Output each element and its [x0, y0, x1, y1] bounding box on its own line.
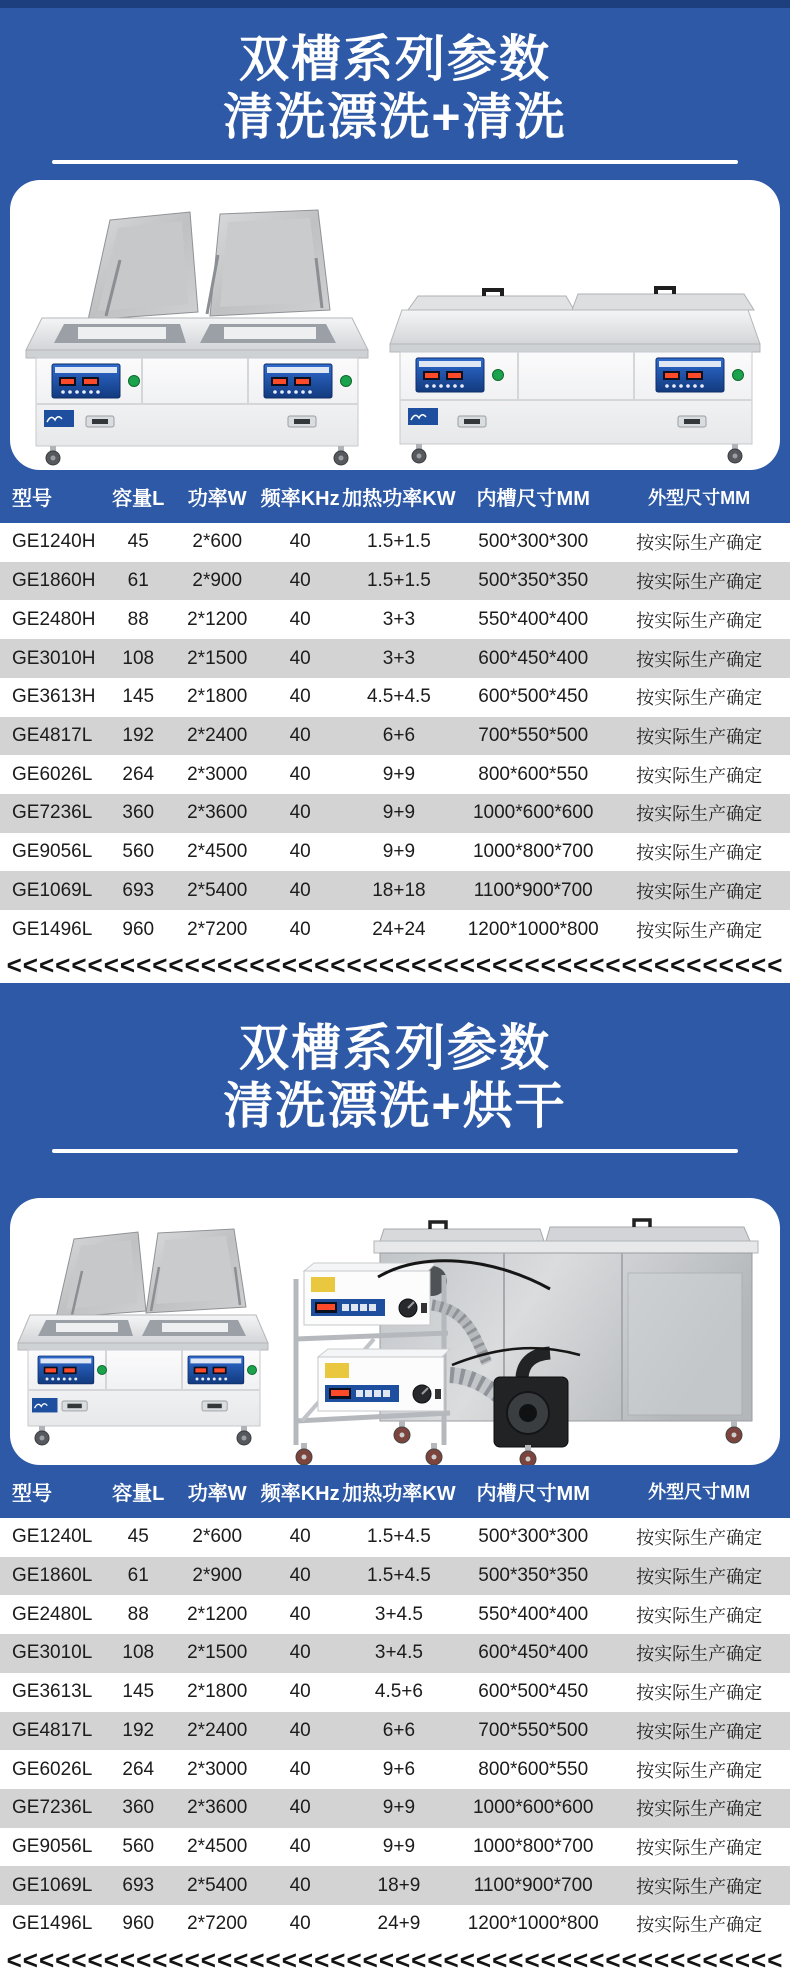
- cell-inner-tank-size: 1000*800*700: [472, 1836, 594, 1858]
- cell-outer-size: 按实际生产确定: [636, 1799, 763, 1820]
- caster-wheel: [35, 1426, 49, 1445]
- cell-frequency: 40: [289, 1913, 311, 1935]
- table-row: [0, 755, 790, 794]
- table-row: [0, 871, 790, 910]
- cell-frequency: 40: [289, 802, 311, 824]
- cell-model: GE9056L: [12, 841, 93, 863]
- section-header: [0, 8, 790, 180]
- cell-heating-power: 24+24: [372, 918, 426, 940]
- cell-inner-tank-size: 800*600*550: [478, 763, 589, 785]
- cell-model: GE7236L: [12, 1797, 93, 1819]
- cell-capacity: 61: [127, 1564, 149, 1586]
- table-row: [0, 1595, 790, 1634]
- chevron-separator: <<<<<<<<<<<<<<<<<<<<<<<<<<<<<<<<<<<<<<<<<<<<<<<<: [0, 1944, 790, 1970]
- cell-inner-tank-size: 500*350*350: [478, 570, 589, 592]
- cell-heating-power: 3+4.5: [374, 1642, 423, 1664]
- cell-model: GE4817L: [12, 724, 93, 746]
- photo-band: [0, 1198, 790, 1465]
- cell-capacity: 145: [122, 1681, 155, 1703]
- cell-model: GE6026L: [12, 1758, 93, 1780]
- cell-model: GE1069L: [12, 879, 93, 901]
- cell-frequency: 40: [289, 841, 311, 863]
- cell-inner-tank-size: 700*550*500: [478, 1719, 589, 1741]
- cell-outer-size: 按实际生产确定: [636, 804, 763, 825]
- tank-rim: [374, 1241, 758, 1253]
- cell-outer-size: 按实际生产确定: [636, 1683, 763, 1704]
- machines-illustration: [10, 1213, 780, 1465]
- cell-power: 2*3600: [187, 1797, 248, 1819]
- cell-capacity: 693: [122, 1874, 155, 1896]
- title-divider: [52, 160, 738, 164]
- brand-label: [408, 408, 438, 425]
- title-divider: [52, 1149, 738, 1153]
- cell-power: 2*900: [192, 570, 243, 592]
- cell-model: GE6026L: [12, 763, 93, 785]
- chevron-separator: <<<<<<<<<<<<<<<<<<<<<<<<<<<<<<<<<<<<<<<<<<<<<<<<: [0, 949, 790, 983]
- caster-wheel: [726, 1421, 742, 1443]
- cell-frequency: 40: [289, 1642, 311, 1664]
- cell-power: 2*5400: [187, 1874, 248, 1896]
- table-row: [0, 1866, 790, 1905]
- label-sticker: [325, 1363, 349, 1378]
- table-row: [0, 1634, 790, 1673]
- section-title-line1: 双槽系列参数: [239, 31, 551, 87]
- cell-outer-size: 按实际生产确定: [636, 1566, 763, 1587]
- cell-heating-power: 9+9: [382, 802, 416, 824]
- control-panel: [188, 1356, 244, 1384]
- cell-inner-tank-size: 700*550*500: [478, 724, 589, 746]
- brand-label: [32, 1398, 58, 1412]
- cell-heating-power: 4.5+4.5: [366, 686, 431, 708]
- drawer-handle: [202, 1401, 227, 1411]
- cell-power: 2*5400: [187, 879, 248, 901]
- cell-capacity: 88: [127, 1603, 149, 1625]
- cell-model: GE1860H: [12, 570, 96, 592]
- table-row: [0, 1905, 790, 1944]
- cell-heating-power: 3+3: [382, 647, 416, 669]
- cell-model: GE1496L: [12, 1913, 93, 1935]
- cell-outer-size: 按实际生产确定: [636, 572, 763, 593]
- cell-capacity: 264: [122, 763, 155, 785]
- cell-model: GE2480L: [12, 1603, 93, 1625]
- control-panel: [52, 364, 120, 398]
- cell-frequency: 40: [289, 1874, 311, 1896]
- control-panel: [38, 1356, 94, 1384]
- green-power-button: [248, 1365, 257, 1374]
- cell-model: GE4817L: [12, 1719, 93, 1741]
- drawer-handle: [458, 416, 486, 427]
- cell-frequency: 40: [289, 608, 311, 630]
- cell-power: 2*3600: [187, 802, 248, 824]
- green-power-button: [129, 376, 140, 387]
- drawer-handle: [62, 1401, 87, 1411]
- cell-heating-power: 1.5+4.5: [366, 1564, 431, 1586]
- table-row: [0, 910, 790, 949]
- cell-capacity: 960: [122, 1913, 155, 1935]
- cell-heating-power: 1.5+4.5: [366, 1526, 431, 1548]
- table-row: [0, 678, 790, 717]
- cell-outer-size: 按实际生产确定: [636, 688, 763, 709]
- cell-power: 2*600: [192, 1526, 243, 1548]
- table-row: [0, 523, 790, 562]
- control-panel: [656, 358, 724, 392]
- cell-frequency: 40: [289, 570, 311, 592]
- cell-frequency: 40: [289, 1836, 311, 1858]
- table-row: [0, 1673, 790, 1712]
- cell-frequency: 40: [289, 918, 311, 940]
- cell-outer-size: 按实际生产确定: [636, 726, 763, 747]
- spec-table-body: [0, 1518, 790, 1944]
- cell-inner-tank-size: 600*450*400: [478, 1642, 589, 1664]
- cell-capacity: 960: [122, 918, 155, 940]
- cell-model: GE3010H: [12, 647, 96, 669]
- deck: [390, 310, 760, 344]
- cell-outer-size: 按实际生产确定: [636, 610, 763, 631]
- cell-capacity: 560: [122, 1836, 155, 1858]
- cell-outer-size: 按实际生产确定: [636, 533, 763, 554]
- photo-band: [0, 180, 790, 470]
- table-row: [0, 1712, 790, 1751]
- cell-heating-power: 9+9: [382, 1836, 416, 1858]
- col-inner-tank-size: 内槽尺寸MM: [476, 1482, 590, 1505]
- cell-power: 2*600: [192, 531, 243, 553]
- cell-frequency: 40: [289, 1758, 311, 1780]
- section-title-line2: 清洗漂洗+烘干: [223, 1077, 567, 1134]
- cell-model: GE9056L: [12, 1836, 93, 1858]
- cell-power: 2*7200: [187, 1913, 248, 1935]
- col-outer-size: 外型尺寸MM: [648, 487, 751, 508]
- machine-closed-lids: [390, 288, 760, 463]
- drawer-handle: [288, 416, 316, 427]
- cell-capacity: 61: [127, 570, 149, 592]
- cell-heating-power: 9+9: [382, 841, 416, 863]
- col-model: 型号: [12, 1482, 52, 1505]
- col-heating-power: 加热功率KW: [342, 1482, 456, 1505]
- col-capacity: 容量L: [112, 488, 165, 510]
- caster-wheel: [334, 446, 348, 465]
- machine-open-lids: [18, 1229, 268, 1445]
- product-photo-panel: [10, 180, 780, 470]
- spec-table-header: [0, 470, 790, 523]
- cell-heating-power: 3+4.5: [374, 1603, 423, 1625]
- cell-power: 2*7200: [187, 918, 248, 940]
- spec-table-body: [0, 523, 790, 949]
- col-frequency: 频率KHz: [260, 1482, 340, 1505]
- cell-power: 2*4500: [187, 1836, 248, 1858]
- product-photo-panel: [10, 1198, 780, 1465]
- cell-frequency: 40: [289, 1797, 311, 1819]
- col-power: 功率W: [187, 1482, 247, 1505]
- cell-inner-tank-size: 1000*800*700: [472, 841, 594, 863]
- label-sticker: [311, 1277, 335, 1292]
- cell-frequency: 40: [289, 763, 311, 785]
- cell-outer-size: 按实际生产确定: [636, 1721, 763, 1742]
- cell-power: 2*1200: [187, 608, 248, 630]
- cell-frequency: 40: [289, 1603, 311, 1625]
- ultrasonic-generator-box: [318, 1349, 450, 1411]
- cell-power: 2*2400: [187, 1719, 248, 1741]
- cell-frequency: 40: [289, 1681, 311, 1703]
- cell-outer-size: 按实际生产确定: [636, 1528, 763, 1549]
- section-title-line1: 双槽系列参数: [239, 1019, 551, 1076]
- cell-model: GE3010L: [12, 1642, 93, 1664]
- cell-model: GE1240L: [12, 1526, 93, 1548]
- cell-power: 2*4500: [187, 841, 248, 863]
- cell-capacity: 693: [122, 879, 155, 901]
- cell-power: 2*1800: [187, 1681, 248, 1703]
- cell-inner-tank-size: 600*500*450: [478, 1681, 589, 1703]
- cell-model: GE3613L: [12, 1681, 93, 1703]
- caster-wheel: [412, 444, 426, 463]
- cell-inner-tank-size: 1000*600*600: [472, 1797, 594, 1819]
- caster-wheel: [296, 1443, 312, 1465]
- caster-wheel: [46, 446, 60, 465]
- cell-outer-size: 按实际生产确定: [636, 1915, 763, 1936]
- cell-inner-tank-size: 1200*1000*800: [467, 1913, 599, 1935]
- cell-capacity: 192: [122, 1719, 155, 1741]
- cell-model: GE2480H: [12, 608, 96, 630]
- cell-outer-size: 按实际生产确定: [636, 649, 763, 670]
- table-row: [0, 794, 790, 833]
- cell-outer-size: 按实际生产确定: [636, 843, 763, 864]
- cell-inner-tank-size: 550*400*400: [478, 1603, 589, 1625]
- machine-stainless-with-generators: [296, 1220, 758, 1465]
- cell-inner-tank-size: 1100*900*700: [473, 1874, 593, 1896]
- col-power: 功率W: [187, 488, 247, 510]
- cell-frequency: 40: [289, 647, 311, 669]
- cell-power: 2*3000: [187, 763, 248, 785]
- cell-frequency: 40: [289, 531, 311, 553]
- cell-heating-power: 4.5+6: [374, 1681, 423, 1703]
- cell-capacity: 145: [122, 686, 155, 708]
- col-heating-power: 加热功率KW: [342, 488, 456, 510]
- table-row: [0, 562, 790, 601]
- cell-model: GE7236L: [12, 802, 93, 824]
- lid-handle: [430, 1222, 446, 1229]
- cell-outer-size: 按实际生产确定: [636, 1605, 763, 1626]
- table-row: [0, 717, 790, 756]
- cell-inner-tank-size: 500*300*300: [478, 1526, 589, 1548]
- table-row: [0, 1789, 790, 1828]
- cell-inner-tank-size: 600*500*450: [478, 686, 589, 708]
- cell-inner-tank-size: 1100*900*700: [473, 879, 593, 901]
- green-power-button: [733, 370, 744, 381]
- cell-model: GE1860L: [12, 1564, 93, 1586]
- caster-wheel: [426, 1443, 442, 1465]
- cell-power: 2*900: [192, 1564, 243, 1586]
- cell-capacity: 360: [122, 1797, 155, 1819]
- cell-capacity: 264: [122, 1758, 155, 1780]
- cell-capacity: 45: [127, 531, 149, 553]
- green-power-button: [98, 1365, 107, 1374]
- cell-outer-size: 按实际生产确定: [636, 920, 763, 941]
- cell-power: 2*1500: [187, 1642, 248, 1664]
- cell-heating-power: 3+3: [382, 608, 416, 630]
- cell-model: GE1069L: [12, 1874, 93, 1896]
- cell-heating-power: 9+9: [382, 763, 416, 785]
- table-row: [0, 600, 790, 639]
- caster-wheel: [394, 1421, 410, 1443]
- green-power-button: [341, 376, 352, 387]
- cell-power: 2*1200: [187, 1603, 248, 1625]
- cell-outer-size: 按实际生产确定: [636, 1876, 763, 1897]
- cell-inner-tank-size: 800*600*550: [478, 1758, 589, 1780]
- col-inner-tank-size: 内槽尺寸MM: [476, 488, 590, 510]
- cell-outer-size: 按实际生产确定: [636, 765, 763, 786]
- machine-open-lids: [26, 210, 368, 465]
- cell-capacity: 560: [122, 841, 155, 863]
- section-wash-rinse-dry: [0, 983, 790, 1970]
- section-header: [0, 983, 790, 1198]
- cell-frequency: 40: [289, 1719, 311, 1741]
- green-power-button: [493, 370, 504, 381]
- cell-model: GE3613H: [12, 686, 96, 708]
- cell-inner-tank-size: 1000*600*600: [472, 802, 594, 824]
- cell-heating-power: 9+6: [382, 1758, 416, 1780]
- cell-power: 2*2400: [187, 724, 248, 746]
- cell-heating-power: 18+18: [372, 879, 426, 901]
- cell-outer-size: 按实际生产确定: [636, 1644, 763, 1665]
- cell-frequency: 40: [289, 686, 311, 708]
- cell-heating-power: 6+6: [382, 724, 416, 746]
- table-row: [0, 1828, 790, 1867]
- caster-wheel: [728, 444, 742, 463]
- cell-inner-tank-size: 550*400*400: [478, 608, 589, 630]
- control-panel: [264, 364, 332, 398]
- cell-frequency: 40: [289, 879, 311, 901]
- table-row: [0, 1750, 790, 1789]
- col-outer-size: 外型尺寸MM: [648, 1482, 751, 1503]
- cell-model: GE1240H: [12, 531, 96, 553]
- section-wash-rinse-wash: [0, 0, 790, 983]
- cell-inner-tank-size: 500*350*350: [478, 1564, 589, 1586]
- cell-power: 2*1500: [187, 647, 248, 669]
- table-row: [0, 1557, 790, 1596]
- top-accent-strip: [0, 0, 790, 8]
- cell-capacity: 192: [122, 724, 155, 746]
- ultrasonic-generator-box: [304, 1263, 436, 1325]
- lid-handle: [634, 1220, 650, 1227]
- section-title-line2: 清洗漂洗+清洗: [223, 89, 567, 145]
- cell-outer-size: 按实际生产确定: [636, 881, 763, 902]
- cell-capacity: 88: [127, 608, 149, 630]
- cell-model: GE1496L: [12, 918, 93, 940]
- col-model: 型号: [12, 488, 52, 510]
- caster-wheel: [520, 1445, 536, 1465]
- cell-heating-power: 18+9: [377, 1874, 421, 1896]
- caster-wheel: [237, 1426, 251, 1445]
- machines-illustration: [10, 198, 780, 470]
- cell-capacity: 108: [122, 1642, 155, 1664]
- col-capacity: 容量L: [112, 1482, 165, 1505]
- control-panel: [416, 358, 484, 392]
- cell-power: 2*1800: [187, 686, 248, 708]
- lid-handle: [656, 288, 674, 294]
- cell-heating-power: 24+9: [377, 1913, 421, 1935]
- table-row: [0, 639, 790, 678]
- table-row: [0, 1518, 790, 1557]
- drawer-handle: [678, 416, 706, 427]
- cell-outer-size: 按实际生产确定: [636, 1838, 763, 1859]
- cell-frequency: 40: [289, 1526, 311, 1548]
- cell-capacity: 45: [127, 1526, 149, 1548]
- cell-inner-tank-size: 500*300*300: [478, 531, 589, 553]
- cell-outer-size: 按实际生产确定: [636, 1760, 763, 1781]
- col-frequency: 频率KHz: [260, 488, 340, 510]
- cell-heating-power: 6+6: [382, 1719, 416, 1741]
- cell-frequency: 40: [289, 1564, 311, 1586]
- table-row: [0, 833, 790, 872]
- cell-frequency: 40: [289, 724, 311, 746]
- cell-power: 2*3000: [187, 1758, 248, 1780]
- cell-capacity: 360: [122, 802, 155, 824]
- brand-label: [44, 410, 74, 427]
- drawer-handle: [86, 416, 114, 427]
- spec-table-header: [0, 1465, 790, 1518]
- cell-inner-tank-size: 1200*1000*800: [467, 918, 599, 940]
- cell-heating-power: 1.5+1.5: [366, 570, 431, 592]
- cell-inner-tank-size: 600*450*400: [478, 647, 589, 669]
- cell-heating-power: 1.5+1.5: [366, 531, 431, 553]
- cell-capacity: 108: [122, 647, 155, 669]
- lid-handle: [484, 290, 502, 296]
- cell-heating-power: 9+9: [382, 1797, 416, 1819]
